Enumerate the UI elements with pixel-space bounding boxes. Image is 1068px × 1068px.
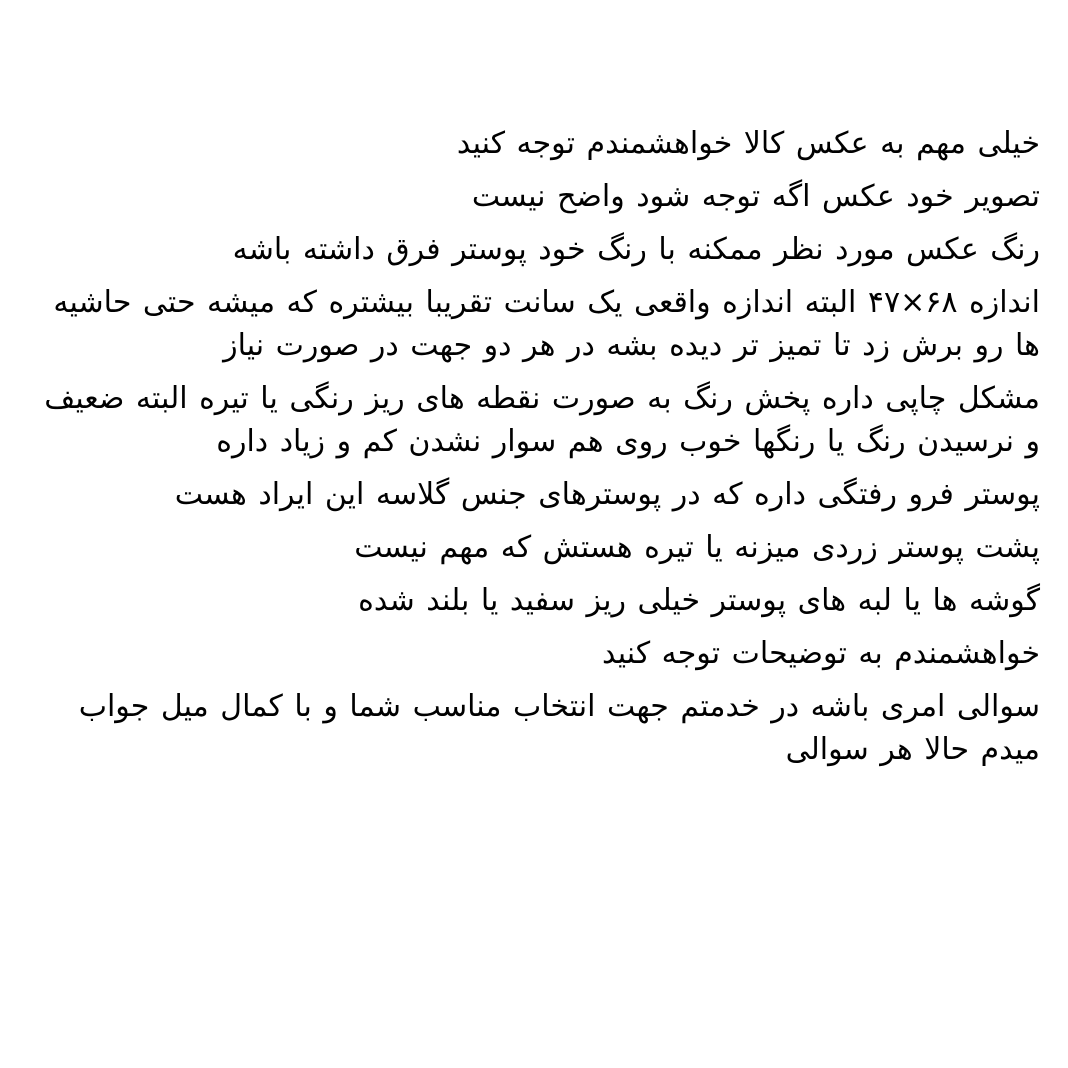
note-paragraph-10: سوالی امری باشه در خدمتم جهت انتخاب مناسب شما و با کمال میل جواب میدم حالا هر سوالی <box>78 689 1040 767</box>
note-paragraph-6: پوستر فرو رفتگی داره که در پوسترهای جنس گلاسه این ایراد هست <box>174 477 1040 512</box>
note-paragraph-3: رنگ عکس مورد نظر ممکنه با رنگ خود پوستر فرق داشته باشه <box>232 232 1040 267</box>
note-paragraph-5: مشکل چاپی داره پخش رنگ به صورت نقطه های ریز رنگی یا تیره البته ضعیف و نرسیدن رنگ یا رنگها خوب روی هم سوار نشدن کم و زیاد داره <box>44 381 1040 459</box>
note-paragraph-4: اندازه ۶۸×۴۷ البته اندازه واقعی یک سانت تقریبا بیشتره که میشه حتی حاشیه ها رو برش زد تا تمیز تر دیده بشه در هر دو جهت در صورت نیاز <box>53 285 1040 363</box>
note-paragraph-1: خیلی مهم به عکس کالا خواهشمندم توجه کنید <box>456 126 1040 161</box>
note-paragraph-9: خواهشمندم به توضیحات توجه کنید <box>602 636 1040 671</box>
note-paragraph-7: پشت پوستر زردی میزنه یا تیره هستش که مهم نیست <box>354 530 1040 565</box>
product-note <box>22 122 1040 781</box>
note-paragraph-8: گوشه ها یا لبه های پوستر خیلی ریز سفید یا بلند شده <box>358 583 1040 618</box>
note-paragraph-2: تصویر خود عکس اگه توجه شود واضح نیست <box>471 179 1040 214</box>
